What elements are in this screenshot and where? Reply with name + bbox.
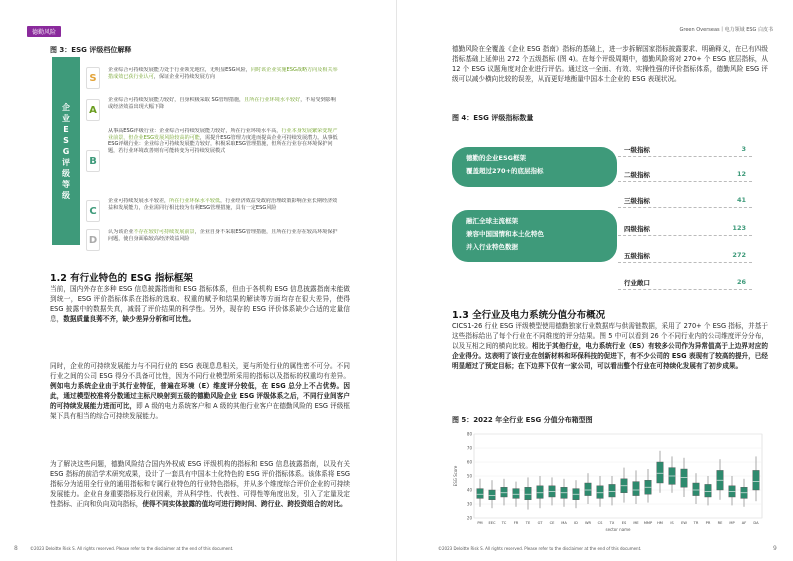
figure4-title: 图 4：ESG 评级指标数量 [452, 114, 534, 122]
x-tick-label: ES [621, 521, 627, 525]
level-row [620, 248, 750, 262]
tier-text-b: ，需提升ESG管理力度进而提高企业可持续发展潜力。从事低ESG评级行业：企业综合可持续发展能力较好，积极采取ESG管理措施，但所在行业存在环境保护问题，若行业环境改善则有可能转变为可持续发展模式 [108, 134, 338, 154]
level-row [620, 142, 750, 156]
tier-text-hl: 不存在较好可持续发展前景 [133, 229, 195, 235]
x-tick-label: ID [574, 521, 578, 525]
tier-text-hl: 所在行业环保水平较低 [169, 198, 221, 204]
box-pm [477, 489, 484, 499]
level-count: 123 [732, 224, 746, 232]
tier-description [108, 198, 340, 224]
x-tick-label: HM [657, 521, 663, 525]
tier-text-b: ，企业自身不采取ESG管理措施，且所在行业存在较高环境保护问题，使自身面临较高经济效益风险 [108, 229, 338, 242]
box-cs [597, 486, 604, 499]
level-divider [618, 207, 752, 208]
level-row [620, 221, 750, 235]
y-tick-label: 40 [466, 487, 472, 493]
para2-bold: 例如电力系统企业由于其行业特征，普遍在环境（E）维度评分较低，在 ESG 总分上不占优势。因此，通过模型校准将分数通过主标尺映射到五级的德勤风险企业 ESG 评级体系之后，不同行业间客户的可持续发展能力进而可比， [50, 381, 350, 410]
box-eec [489, 490, 496, 500]
x-tick-label: DA [753, 521, 759, 525]
y-tick-label: 60 [466, 459, 472, 465]
footer-right: ©2023 Deloitte Risk S. All rights reserved. Please refer to the disclaimer at the end of this document. [438, 546, 642, 551]
x-tick-label: MA [561, 521, 567, 525]
tier-letter: D [86, 229, 100, 251]
x-axis-label: sector name [605, 527, 631, 532]
integration-line-2: 兼容中国国情和本土化特色 [466, 230, 544, 238]
vertical-label-char: 级 [62, 190, 70, 200]
tier-text-a: 企业综合可持续发展能力较好，自身积极采取 SG管理措施， [108, 97, 245, 103]
x-tick-label: TC [501, 521, 507, 525]
section-1-2-title: 1.2 有行业特色的 ESG 指标框架 [50, 273, 193, 284]
tier-text-hl: 同时该企业实施ESG战略方向及相关举措成效已获行业认可 [108, 67, 338, 80]
integration-summary-box [452, 210, 617, 262]
x-tick-label: AF [741, 521, 747, 525]
x-tick-label: FR [513, 521, 519, 525]
tier-s [86, 67, 340, 89]
right-top-paragraph: 德勤风险在全覆盖《企业 ESG 指南》指标的基础上，进一步拆解国家指标披露要求、明确释义，在已有四级指标基础上延伸出 272 个五级指标 (图 4)。在每个评级周期中，德勤风险将对 270+ 个 ESG 底层指标，从 12 个 ESG 议题角度对企业进行评估。通过这一全面、有效、实操性强的评价指标体系，德勤风险 ESG 评级可以减少横向比较的误差，从而更好地衡量中国本土企业的 ESG 表现状况。 [452, 45, 768, 83]
vertical-label-char: 评 [62, 157, 70, 167]
box-te [525, 487, 532, 500]
x-tick-label: EW [681, 521, 687, 525]
x-tick-label: TE [525, 521, 531, 525]
integration-line-3: 并入行业特色数据 [466, 243, 518, 251]
y-tick-label: 50 [466, 473, 472, 479]
figure3-title: 图 3：ESG 评级档位解释 [50, 46, 132, 54]
box-pr [705, 484, 712, 497]
x-tick-label: TX [609, 521, 615, 525]
tier-letter: A [86, 99, 100, 121]
tier-a [86, 97, 340, 123]
level-label: 五级指标 [624, 251, 650, 260]
tier-text-b: ，行业经济效益受政府治理政策影响企业长期经济效益和发展能力，企业需同行相比较为有利ESG管理措施，具有一定ESG风险 [108, 198, 338, 211]
level-divider [618, 235, 752, 236]
level-label: 三级指标 [624, 196, 650, 205]
tier-letter: B [86, 150, 100, 172]
x-tick-label: ME [633, 521, 639, 525]
tier-c [86, 198, 340, 224]
vertical-label-char: 企 [62, 102, 70, 112]
tier-letter: C [86, 200, 100, 222]
tier-description [108, 229, 340, 251]
paragraph-2 [50, 362, 350, 450]
y-tick-label: 20 [466, 515, 472, 521]
x-tick-label: CE [549, 521, 555, 525]
vertical-label-char: G [62, 146, 70, 156]
page-divider [396, 0, 397, 561]
vertical-label-char: E [63, 124, 69, 134]
box-tc [501, 487, 508, 497]
vertical-label-char: S [63, 135, 69, 145]
left-page [0, 0, 396, 561]
x-tick-label: CS [597, 521, 603, 525]
level-label: 一级指标 [624, 145, 650, 154]
level-row [620, 193, 750, 207]
box-gt [537, 486, 544, 499]
box-da [753, 470, 760, 490]
section-tag: 德勤风险 [27, 26, 61, 37]
paragraph-1 [50, 285, 350, 355]
tier-text-hl: 且所在行业环境水平较好 [244, 97, 301, 103]
x-tick-label: EEC [488, 521, 496, 525]
tier-letter: S [86, 67, 100, 89]
tier-text-a: 认为该企业 [108, 229, 134, 235]
x-tick-label: GT [537, 521, 543, 525]
section-1-3-text: CICS1-26 行业 ESG 评级模型使用德勤独家行业数据库与供需链数据，采用了 270+ 个 ESG 指标，并基于这些指标给出了每个行业在不同维度的评分结果。图 5 中可以看到 26 个不同行业内的公司维度评分分布，以及互相之间的横向比较。 [452, 322, 768, 350]
y-tick-label: 30 [466, 501, 472, 507]
page-number-right: 9 [773, 545, 777, 552]
paragraph-3 [50, 460, 350, 538]
level-label: 四级指标 [624, 224, 650, 233]
box-wr [585, 483, 592, 496]
box-me [633, 482, 640, 496]
box-ew [681, 469, 688, 487]
tier-text-a: 从事高ESG评级行业：企业综合可持续发展能力较好，所在行业环境水平高， [108, 128, 282, 134]
level-divider [618, 181, 752, 182]
integration-line-1: 融汇全球主流框架 [466, 217, 518, 225]
vertical-label-char: 等 [62, 179, 70, 189]
level-label: 行业敞口 [624, 278, 650, 287]
level-count: 26 [736, 278, 746, 286]
esg-boxplot-chart [452, 430, 768, 535]
box-hm [657, 462, 664, 483]
framework-line-2: 覆盖超过270+的底层指标 [466, 167, 544, 175]
tier-b [86, 128, 340, 194]
tier-description [108, 97, 340, 123]
level-divider [618, 262, 752, 263]
y-tick-label: 80 [466, 431, 472, 437]
x-tick-label: PR [705, 521, 711, 525]
level-row [620, 167, 750, 181]
level-count: 41 [736, 196, 746, 204]
framework-summary-box [452, 147, 617, 187]
x-tick-label: PM [477, 521, 483, 525]
page-number-left: 8 [14, 545, 18, 552]
box-tx [609, 484, 616, 497]
tier-description [108, 128, 340, 194]
y-axis-label: ESG Score [453, 465, 458, 487]
section-1-3-paragraph [452, 322, 768, 400]
para2-text: 同时，企业的可持续发展能力与不同行业的 ESG 表现息息相关，更与所处行业的属性密不可分。不同行业之间的公司 ESG 得分不具备可比性，因为不同行业模型所采用的指标以及指标的权重均有差异。 [50, 362, 350, 380]
x-tick-label: MP [729, 521, 735, 525]
level-divider [618, 156, 752, 157]
vertical-label-char: 级 [62, 168, 70, 178]
section-1-3-title: 1.3 全行业及电力系统分值分布概况 [452, 310, 606, 321]
tier-text-a: 企业可持续发展水平较差， [108, 198, 170, 204]
tier-text-hl: 行业本身发展繁荣变现产业前景，但企业ESG发展风险较高的可能 [108, 128, 338, 141]
x-tick-label: TR [693, 521, 699, 525]
tier-text-b: ，保证企业可持续发展方向 [153, 73, 215, 80]
level-label: 二级指标 [624, 170, 650, 179]
tier-text-a: 企业综合可持续发展能力处于行业领先地位，无明显ESG风险， [108, 67, 251, 73]
level-row [620, 275, 750, 289]
tier-d [86, 229, 340, 251]
vertical-label-char: 业 [62, 113, 70, 123]
esg-rating-vertical-label [52, 57, 80, 245]
box-tr [693, 483, 700, 496]
box-fr [513, 489, 520, 499]
x-tick-label: IS [670, 521, 674, 525]
level-divider [618, 289, 752, 290]
x-tick-label: MMP [643, 521, 653, 525]
section-1-3-bold: 相比于其他行业，电力系统行业（ES）有较多公司作为异常值高于上边界对应的企业得分。这表明了该行业在创新材料和环保科技的促进下，有不少公司的 ESG 表现有了较高的提升，已经明显超过了预定目标；在下边界下仅有一家公司，可以看出整个行业在可持续化发展有了初步成果。 [452, 341, 768, 370]
para3-bold: 使得不同实体披露的值均可进行跨时间、跨行业、跨投资组合的对比。 [142, 499, 347, 508]
level-count: 3 [741, 145, 746, 153]
y-tick-label: 70 [466, 445, 472, 451]
framework-line-1: 德勤的企业ESG框架 [466, 154, 526, 162]
tier-text-b: ，不易受到影响或经济效益出现大幅下降 [108, 97, 336, 110]
level-count: 12 [736, 170, 746, 178]
para3-text: 为了解决这些问题，德勤风险结合国内外权威 ESG 评级机构的指标和 ESG 信息披露指南，以及有关 ESG 指标的前沿学术研究成果，设计了一套具有中国本土化特色的 ESG 评价指标体系。该体系将 ESG 指标分为适用全行业的通用指标和专属行业特色的行业特色指标，并从多个维度综合评价企业的可持续发展能力。企业自身重要指标及行业因素，并从科学性、代表性、可得性等角度出发，引入了定量及定性指标、正向和负向双向指标， [50, 460, 350, 508]
x-tick-label: WR [584, 521, 592, 525]
footer-left: ©2023 Deloitte Risk S. All rights reserved. Please refer to the disclaimer at the end of this document. [30, 546, 234, 551]
header-right: Green Overseas丨电力领域 ESG 白皮书 [679, 27, 773, 33]
figure5-title: 图 5：2022 年全行业 ESG 分值分布箱型图 [452, 416, 593, 424]
x-tick-label: RE [717, 521, 723, 525]
para2-text-end: 即 A 级的电力系统客户和 A 级的其他行业客户在德勤风险的 ESG 评级框架下具有相当的综合可持续发展能力。 [50, 401, 350, 420]
level-count: 272 [732, 251, 746, 259]
para1-bold: 数据质量良莠不齐，缺少差异分析和可比性。 [63, 314, 196, 323]
para1-text: 当前，国内外存在多种 ESG 信息披露指南和 ESG 指标体系，但由于各机构 ESG 信息披露指南未能做到统一，ESG 评价指标体系在指标的选取、权重的赋予和结果的解读等方面均存在很大差异，使得 ESG 披露中的数据失真，减弱了评价结果的科学性。另外，现存的 ESG 评价体系缺少合适的定量信息， [50, 285, 350, 323]
tier-description [108, 67, 340, 89]
